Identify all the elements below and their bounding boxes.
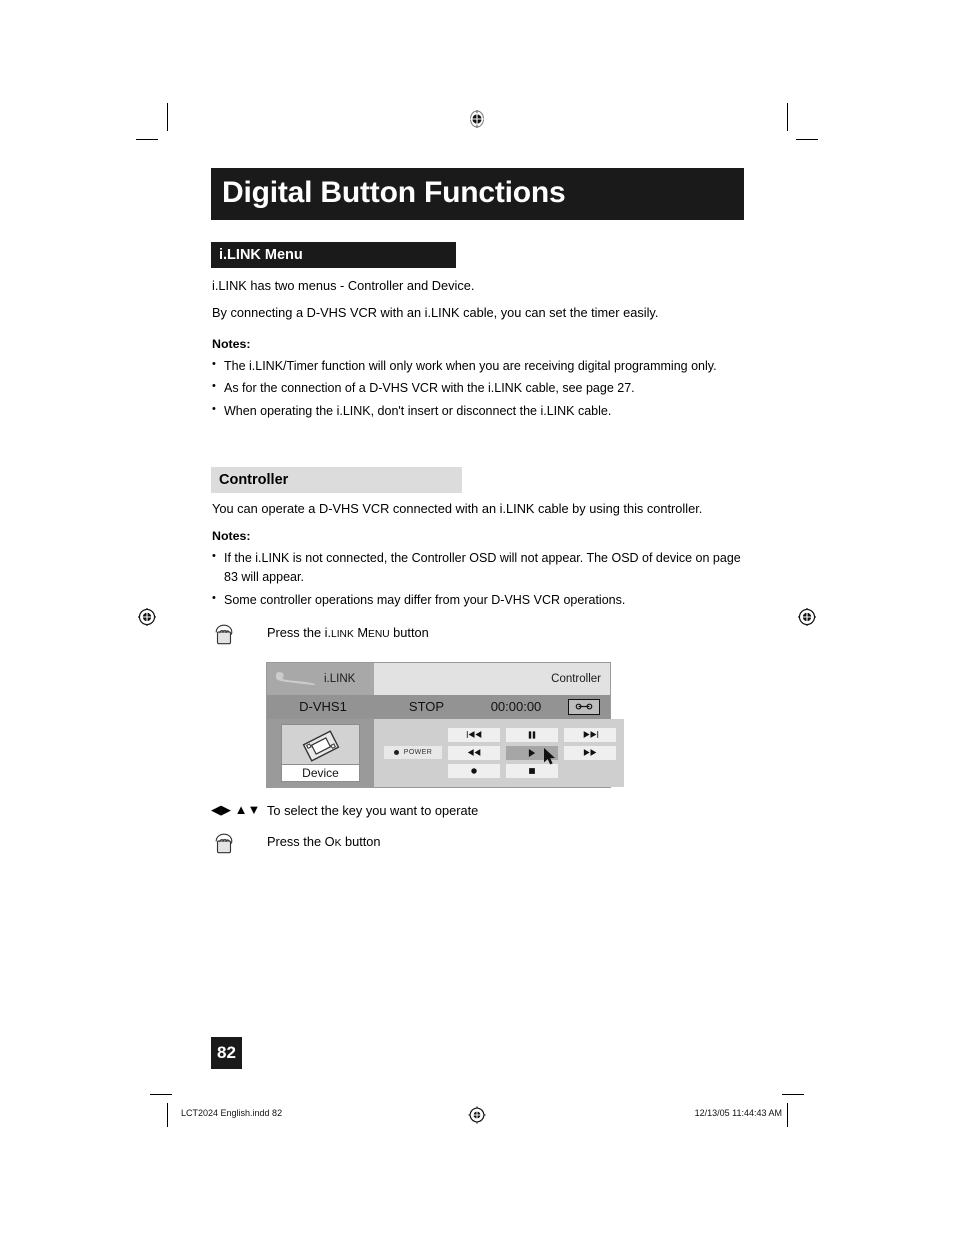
- step-ok-smallcaps: K: [334, 838, 342, 850]
- page-title: Digital Button Functions: [211, 168, 744, 220]
- footer-filename: LCT2024 English.indd 82: [181, 1108, 283, 1118]
- step-select-key: [211, 799, 744, 820]
- page-number-badge: 82: [211, 1037, 242, 1069]
- list-item: • As for the connection of a D-VHS VCR with the i.LINK cable, see page 27.: [211, 379, 744, 398]
- ilink-notes-label: Notes:: [212, 336, 251, 351]
- ilink-notes-list: [211, 357, 744, 421]
- skip-forward-button[interactable]: [564, 728, 616, 742]
- step-press-ilink-menu: [211, 621, 744, 652]
- play-button[interactable]: [506, 746, 558, 760]
- crop-mark-top-left: [167, 103, 168, 131]
- osd-body: [267, 719, 610, 787]
- registration-target-footer: [468, 1106, 486, 1124]
- cassette-tape-icon: [568, 699, 600, 715]
- controller-notes-label: Notes:: [212, 529, 251, 544]
- ilink-intro-line-1: i.LINK has two menus - Controller and Device.: [212, 277, 475, 293]
- step-ok-text-after: button: [341, 834, 381, 850]
- crop-mark-top-left-h: [136, 139, 158, 140]
- pause-button[interactable]: [506, 728, 558, 742]
- section-spacer: [211, 421, 744, 467]
- footer-bar-right: [787, 1103, 788, 1127]
- ilink-intro-line-2: By connecting a D-VHS VCR with an i.LINK cable, you can set the timer easily.: [212, 305, 659, 321]
- step-text-smallcaps-menu: ENU: [368, 628, 390, 640]
- osd-logo-cell: [267, 663, 374, 695]
- step-press-ok: [211, 830, 744, 861]
- osd-transport-panel: [374, 719, 624, 787]
- rewind-button[interactable]: [448, 746, 500, 760]
- step-text-before: Press the i.: [267, 624, 332, 640]
- osd-status-bar: [267, 695, 610, 719]
- osd-status-device: D-VHS1: [299, 699, 347, 715]
- ilink-logo-icon: [273, 671, 317, 687]
- record-button[interactable]: [448, 764, 500, 778]
- list-item: • If the i.LINK is not connected, the Controller OSD will not appear. The OSD of device on page 83 will appear.: [211, 549, 744, 587]
- hand-press-icon: [211, 621, 267, 652]
- footer-timestamp: 12/13/05 11:44:43 AM: [694, 1108, 782, 1118]
- crop-mark-top-right: [787, 103, 788, 131]
- osd-status-mode: STOP: [408, 699, 445, 715]
- cassette-device-icon: [298, 730, 344, 763]
- step-text-smallcaps-link: LINK: [331, 628, 354, 640]
- osd-transport-grid: [448, 728, 624, 778]
- step-text-middle: M: [353, 624, 368, 640]
- section-heading-controller: Controller: [211, 467, 462, 493]
- osd-power-wrap: [374, 746, 448, 759]
- osd-mode-cell: [374, 663, 610, 695]
- registration-target-left: [138, 608, 156, 626]
- empty-cell: [564, 764, 616, 778]
- osd-header-bar: [267, 663, 610, 695]
- device-tile-label: Device: [282, 764, 359, 781]
- page-content-column: [211, 0, 744, 861]
- footer-rule-right: [782, 1094, 804, 1095]
- hand-press-icon: [211, 830, 267, 861]
- list-item: • When operating the i.LINK, don't insert or disconnect the i.LINK cable.: [211, 402, 744, 421]
- step-text-after: button: [389, 624, 429, 640]
- power-button-label: POWER: [403, 749, 433, 757]
- device-tile-button[interactable]: [281, 724, 360, 782]
- step-select-key-label: To select the key you want to operate: [267, 802, 479, 818]
- stop-button[interactable]: [506, 764, 558, 778]
- osd-mode-label: Controller: [551, 672, 601, 685]
- power-dot-icon: [394, 750, 399, 755]
- list-item: • The i.LINK/Timer function will only work when you are receiving digital programming only.: [211, 357, 744, 376]
- step-ok-text-before: Press the O: [267, 834, 335, 850]
- section-heading-ilink-menu: i.LINK Menu: [211, 242, 456, 268]
- footer-rule-left: [150, 1094, 172, 1095]
- step-press-ok-label: [267, 830, 381, 851]
- step-press-ilink-menu-label: [267, 621, 429, 642]
- direction-arrows-icon: ◀▶ ▲▼: [211, 801, 261, 817]
- controller-intro: You can operate a D-VHS VCR connected with an i.LINK cable by using this controller.: [212, 500, 703, 516]
- power-button[interactable]: [384, 746, 442, 759]
- controller-notes-list: [211, 549, 744, 609]
- registration-target-right: [798, 608, 816, 626]
- list-item: • Some controller operations may differ from your D-VHS VCR operations.: [211, 591, 744, 610]
- osd-device-panel: [267, 719, 374, 787]
- osd-logo-label: i.LINK: [324, 672, 356, 685]
- skip-back-button[interactable]: [448, 728, 500, 742]
- footer-bar-left: [167, 1103, 168, 1127]
- crop-mark-top-right-h: [796, 139, 818, 140]
- fast-forward-button[interactable]: [564, 746, 616, 760]
- osd-status-time: 00:00:00: [490, 699, 542, 715]
- osd-status-cassette: [558, 699, 610, 715]
- controller-osd-screenshot: [266, 662, 611, 788]
